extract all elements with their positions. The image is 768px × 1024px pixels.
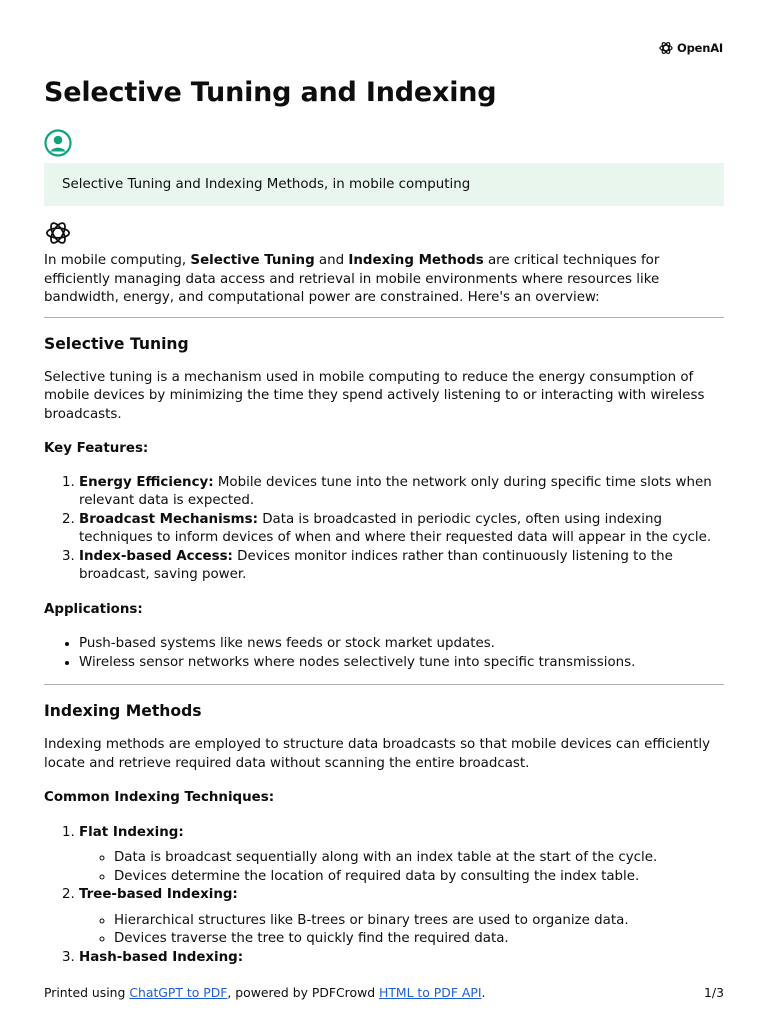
list-item bbox=[79, 886, 724, 949]
selective-tuning-description: Selective tuning is a mechanism used in mobile computing to reduce the energy consumption of mobile devices by minimizing the time they spend actively listening to or interacting with wireless broadcasts. bbox=[44, 369, 705, 422]
page-title: Selective Tuning and Indexing bbox=[44, 77, 497, 108]
footer-text: . bbox=[481, 985, 486, 1000]
intro-text-2: and bbox=[314, 253, 349, 268]
sub-list bbox=[79, 912, 724, 949]
response-content bbox=[44, 252, 724, 967]
user-avatar-icon bbox=[44, 129, 72, 157]
footer-credit bbox=[44, 985, 485, 1000]
feature-term: Index-based Access: bbox=[79, 548, 233, 564]
logo-text: OpenAI bbox=[677, 41, 723, 55]
openai-logo bbox=[658, 40, 723, 56]
footer-text: , powered by PDFCrowd bbox=[227, 985, 380, 1000]
key-features-label: Key Features: bbox=[44, 441, 149, 456]
feature-text: Devices monitor indices rather than continuously listening to the broadcast, saving power. bbox=[79, 548, 673, 582]
html-to-pdf-api-link[interactable]: HTML to PDF API bbox=[379, 985, 482, 1000]
technique-name: Flat Indexing: bbox=[79, 824, 184, 840]
indexing-methods-description: Indexing methods are employed to structure data broadcasts so that mobile devices can efficiently locate and retrieve required data without scanning the entire broadcast. bbox=[44, 737, 711, 771]
techniques-list bbox=[44, 824, 724, 968]
intro-bold-1: Selective Tuning bbox=[190, 253, 315, 268]
divider bbox=[44, 317, 724, 318]
chatgpt-icon bbox=[44, 219, 72, 247]
list-item: • Wireless sensor networks where nodes selectively tune into specific transmissions. bbox=[79, 654, 724, 673]
list-item bbox=[79, 548, 724, 585]
list-item bbox=[79, 949, 724, 968]
sub-list bbox=[79, 849, 724, 886]
sub-list-item: ◦ Data is broadcast sequentially along with an index table at the start of the cycle. bbox=[114, 849, 724, 868]
feature-text: Data is broadcasted in periodic cycles, often using indexing techniques to inform devices of when and where their requested data will appear in the cycle. bbox=[79, 511, 712, 545]
technique-name: Tree-based Indexing: bbox=[79, 887, 238, 902]
list-item bbox=[79, 824, 724, 887]
applications-list bbox=[44, 635, 724, 672]
intro-text-3: are critical techniques for efficiently managing data access and retrieval in mobile environments where resources like bandwidth, energy, and computational power are constrained. Here's an overview: bbox=[44, 253, 660, 305]
feature-term: Broadcast Mechanisms: bbox=[79, 511, 258, 527]
openai-logo-icon bbox=[658, 40, 674, 56]
sub-list-item: ◦ Devices determine the location of required data by consulting the index table. bbox=[114, 868, 724, 887]
footer-text: Printed using bbox=[44, 985, 130, 1000]
user-prompt bbox=[44, 163, 724, 206]
page-footer bbox=[44, 985, 724, 1000]
techniques-label: Common Indexing Techniques: bbox=[44, 790, 275, 805]
intro-paragraph bbox=[44, 252, 724, 308]
chatgpt-to-pdf-link[interactable]: ChatGPT to PDF bbox=[129, 985, 228, 1000]
section-heading-indexing-methods: Indexing Methods bbox=[44, 702, 202, 720]
list-item bbox=[79, 511, 724, 548]
section-heading-selective-tuning: Selective Tuning bbox=[44, 334, 189, 353]
technique-name: Hash-based Indexing: bbox=[79, 949, 244, 965]
page-number: 1/3 bbox=[704, 985, 724, 1000]
list-item: • Push-based systems like news feeds or stock market updates. bbox=[79, 635, 724, 654]
feature-term: Energy Efficiency: bbox=[79, 474, 214, 490]
intro-bold-2: Indexing Methods bbox=[348, 253, 484, 268]
list-item bbox=[79, 474, 724, 511]
intro-text-1: In mobile computing, bbox=[44, 253, 191, 268]
sub-list-item: ◦ Hierarchical structures like B-trees or binary trees are used to organize data. bbox=[114, 912, 724, 931]
key-features-list bbox=[44, 474, 724, 585]
divider bbox=[44, 684, 724, 685]
prompt-text: Selective Tuning and Indexing Methods, in mobile computing bbox=[62, 177, 471, 192]
applications-label: Applications: bbox=[44, 601, 143, 617]
sub-list-item: ◦ Devices traverse the tree to quickly find the required data. bbox=[114, 930, 724, 949]
feature-text: Mobile devices tune into the network only during specific time slots when relevant data is expected. bbox=[79, 474, 712, 508]
